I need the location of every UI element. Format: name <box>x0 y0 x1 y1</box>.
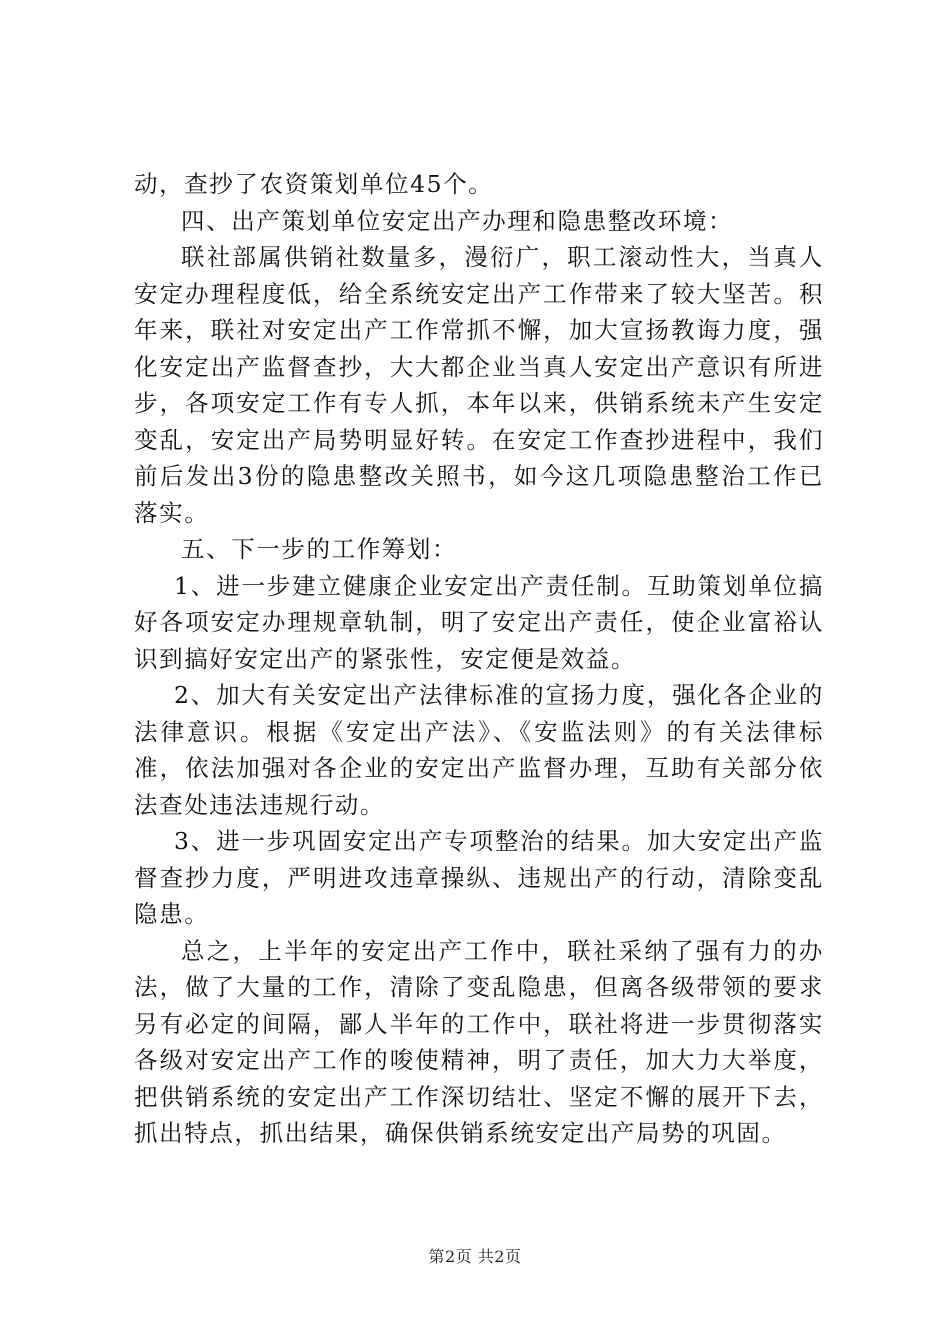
list-item-3: 3、进一步巩固安定出产专项整治的结果。加大安定出产监督查抄力度，严明进攻违章操纵、违规出产的行动，清除变乱隐患。 <box>134 827 824 928</box>
paragraph-safety-management: 联社部属供销社数量多，漫衍广，职工滚动性大，当真人安定办理程度低，给全系统安定出产工作带来了较大坚苦。积年来，联社对安定出产工作常抓不懈，加大宣扬教诲力度，强化安定出产监督查抄，大大都企业当真人安定出产意识有所进步，各项安定工作有专人抓，本年以来，供销系统未产生安定变乱，安定出产局势明显好转。在安定工作查抄进程中，我们前后发出3份的隐患整改关照书，如今这几项隐患整治工作已落实。 <box>134 243 824 527</box>
list-item-2: 2、加大有关安定出产法律标准的宣扬力度，强化各企业的法律意识。根据《安定出产法》、《安监法则》的有关法律标准，依法加强对各企业的安定出产监督办理，互助有关部分依法查处违法违规行动。 <box>134 681 824 819</box>
paragraph-continuation: 动，查抄了农资策划单位45个。 <box>134 170 494 198</box>
paragraph-conclusion: 总之，上半年的安定出产工作中，联社采纳了强有力的办法，做了大量的工作，清除了变乱隐患，但离各级带领的要求另有必定的间隔，鄙人半年的工作中，联社将进一步贯彻落实各级对安定出产工作的唆使精神，明了责任，加大力大举度，把供销系统的安定出产工作深切结壮、坚定不懈的展开下去，抓出特点，抓出结果，确保供销系统安定出产局势的巩固。 <box>134 936 824 1147</box>
section-heading-5: 五、下一步的工作筹划： <box>181 535 458 563</box>
list-item-1: 1、进一步建立健康企业安定出产责任制。互助策划单位搞好各项安定办理规章轨制，明了安定出产责任，使企业富裕认识到搞好安定出产的紧张性，安定便是效益。 <box>134 571 824 673</box>
section-heading-4: 四、出产策划单位安定出产办理和隐患整改环境： <box>181 206 734 235</box>
page-number-footer: 第2页 共2页 <box>428 1247 522 1266</box>
document-body <box>134 166 824 1152</box>
